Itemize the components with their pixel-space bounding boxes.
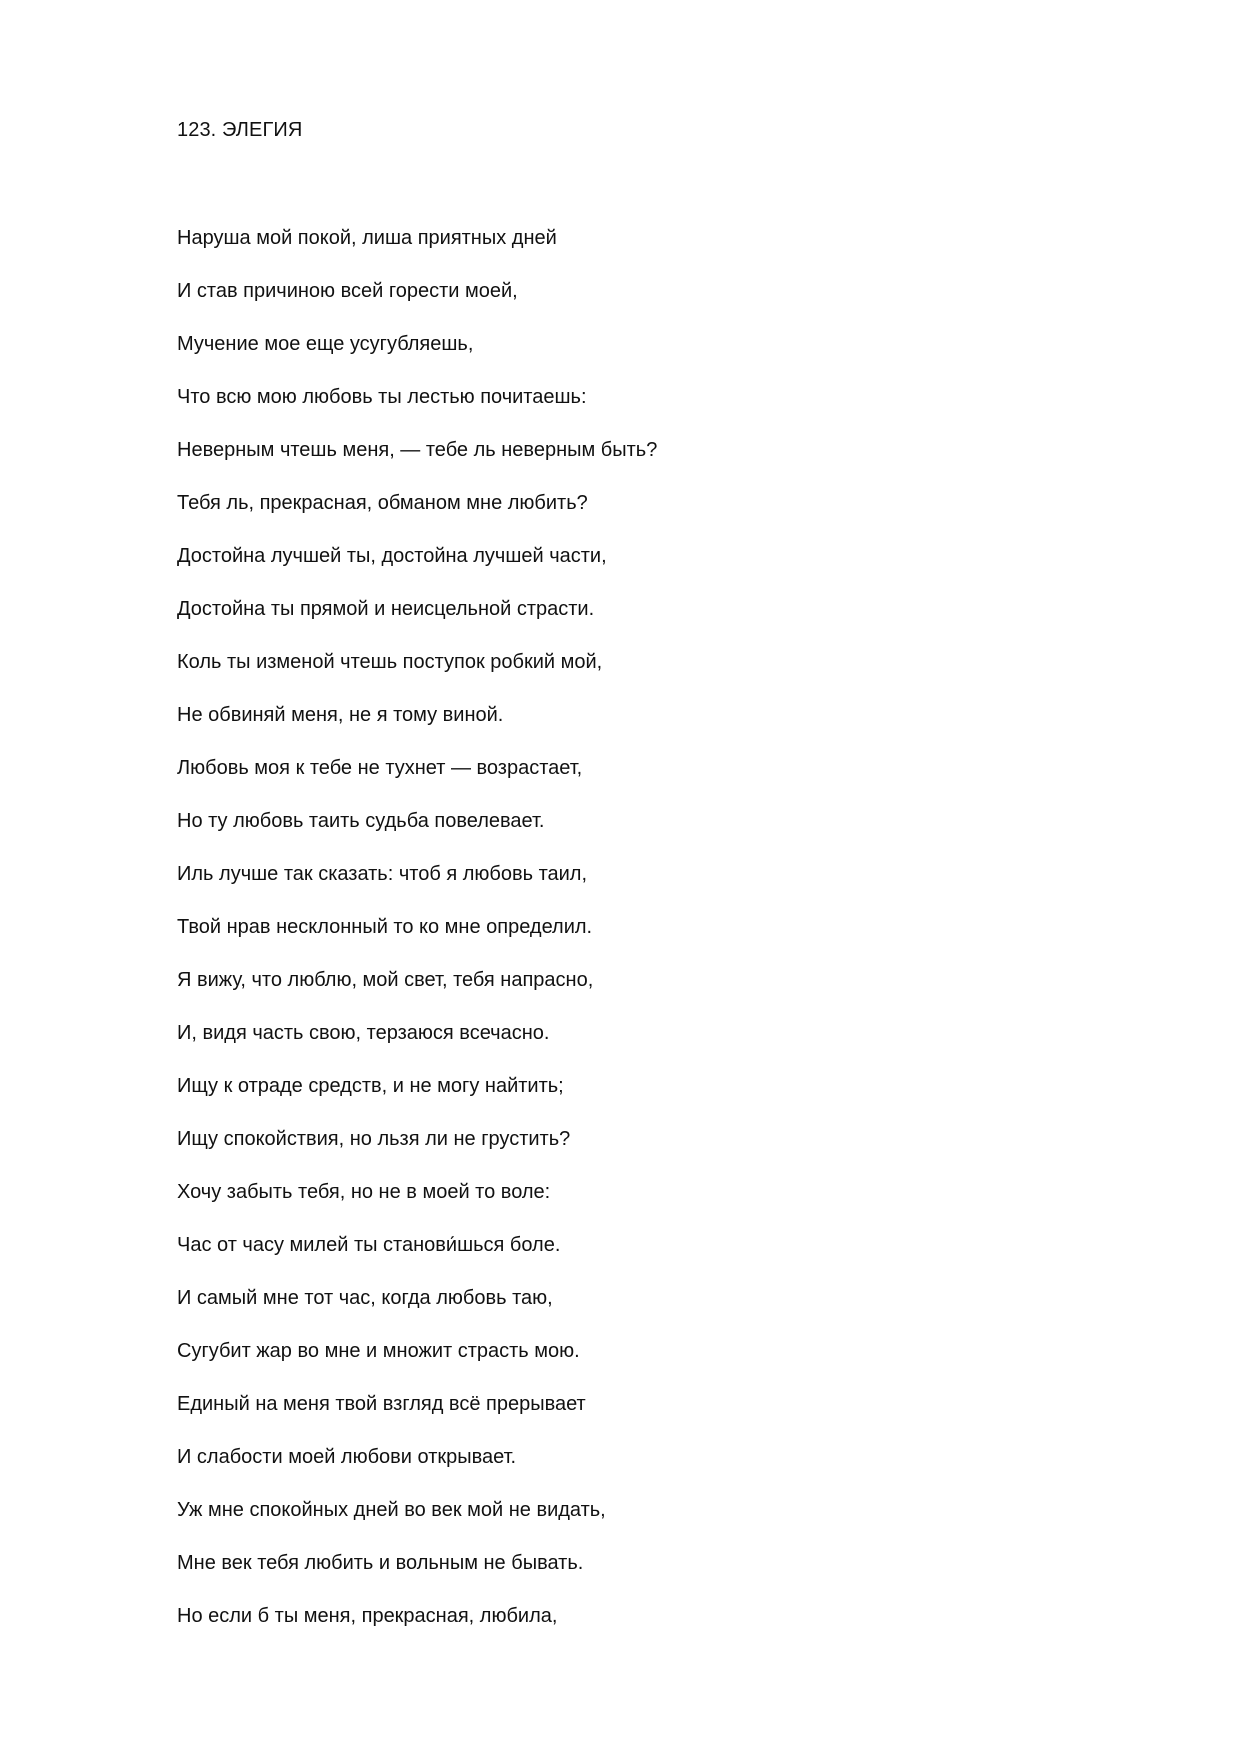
poem-line: Я вижу, что люблю, мой свет, тебя напрасно, [177,969,594,991]
poem-line: И самый мне тот час, когда любовь таю, [177,1287,553,1309]
poem-line: Любовь моя к тебе не тухнет — возрастает, [177,757,583,779]
poem-line: Хочу забыть тебя, но не в моей то воле: [177,1181,551,1203]
poem-line: Сугубит жар во мне и множит страсть мою. [177,1340,580,1362]
poem-line: Уж мне спокойных дней во век мой не видать, [177,1499,606,1521]
poem-line: Час от часу милей ты станови́шься боле. [177,1234,561,1256]
poem-line: Что всю мою любовь ты лестью почитаешь: [177,386,587,408]
poem-line: Ищу к отраде средств, и не могу найтить; [177,1075,564,1097]
poem-line: Не обвиняй меня, не я тому виной. [177,704,504,726]
poem-line: Ищу спокойствия, но льзя ли не грустить? [177,1128,571,1150]
poem-line: Тебя ль, прекрасная, обманом мне любить? [177,492,588,514]
poem-body [177,226,657,1657]
poem-line: Достойна ты прямой и неисцельной страсти. [177,598,595,620]
poem-line: Иль лучше так сказать: чтоб я любовь таил, [177,863,588,885]
poem-line: Единый на меня твой взгляд всё прерывает [177,1393,586,1415]
poem-line: Мне век тебя любить и вольным не бывать. [177,1552,584,1574]
poem-line: И, видя часть свою, терзаюся всечасно. [177,1022,550,1044]
poem-line: Неверным чтешь меня, — тебе ль неверным быть? [177,439,658,461]
poem-line: И слабости моей любови открывает. [177,1446,517,1468]
poem-line: Достойна лучшей ты, достойна лучшей части, [177,545,607,567]
poem-line: Но ту любовь таить судьба повелевает. [177,810,545,832]
poem-line: Твой нрав несклонный то ко мне определил. [177,916,593,938]
poem-line: Но если б ты меня, прекрасная, любила, [177,1605,558,1627]
poem-title: 123. ЭЛЕГИЯ [177,119,303,141]
poem-line: Мучение мое еще усугубляешь, [177,333,474,355]
poem-line: И став причиною всей горести моей, [177,280,518,302]
poem-line: Коль ты изменой чтешь поступок робкий мой, [177,651,603,673]
poem-line: Наруша мой покой, лиша приятных дней [177,227,557,249]
